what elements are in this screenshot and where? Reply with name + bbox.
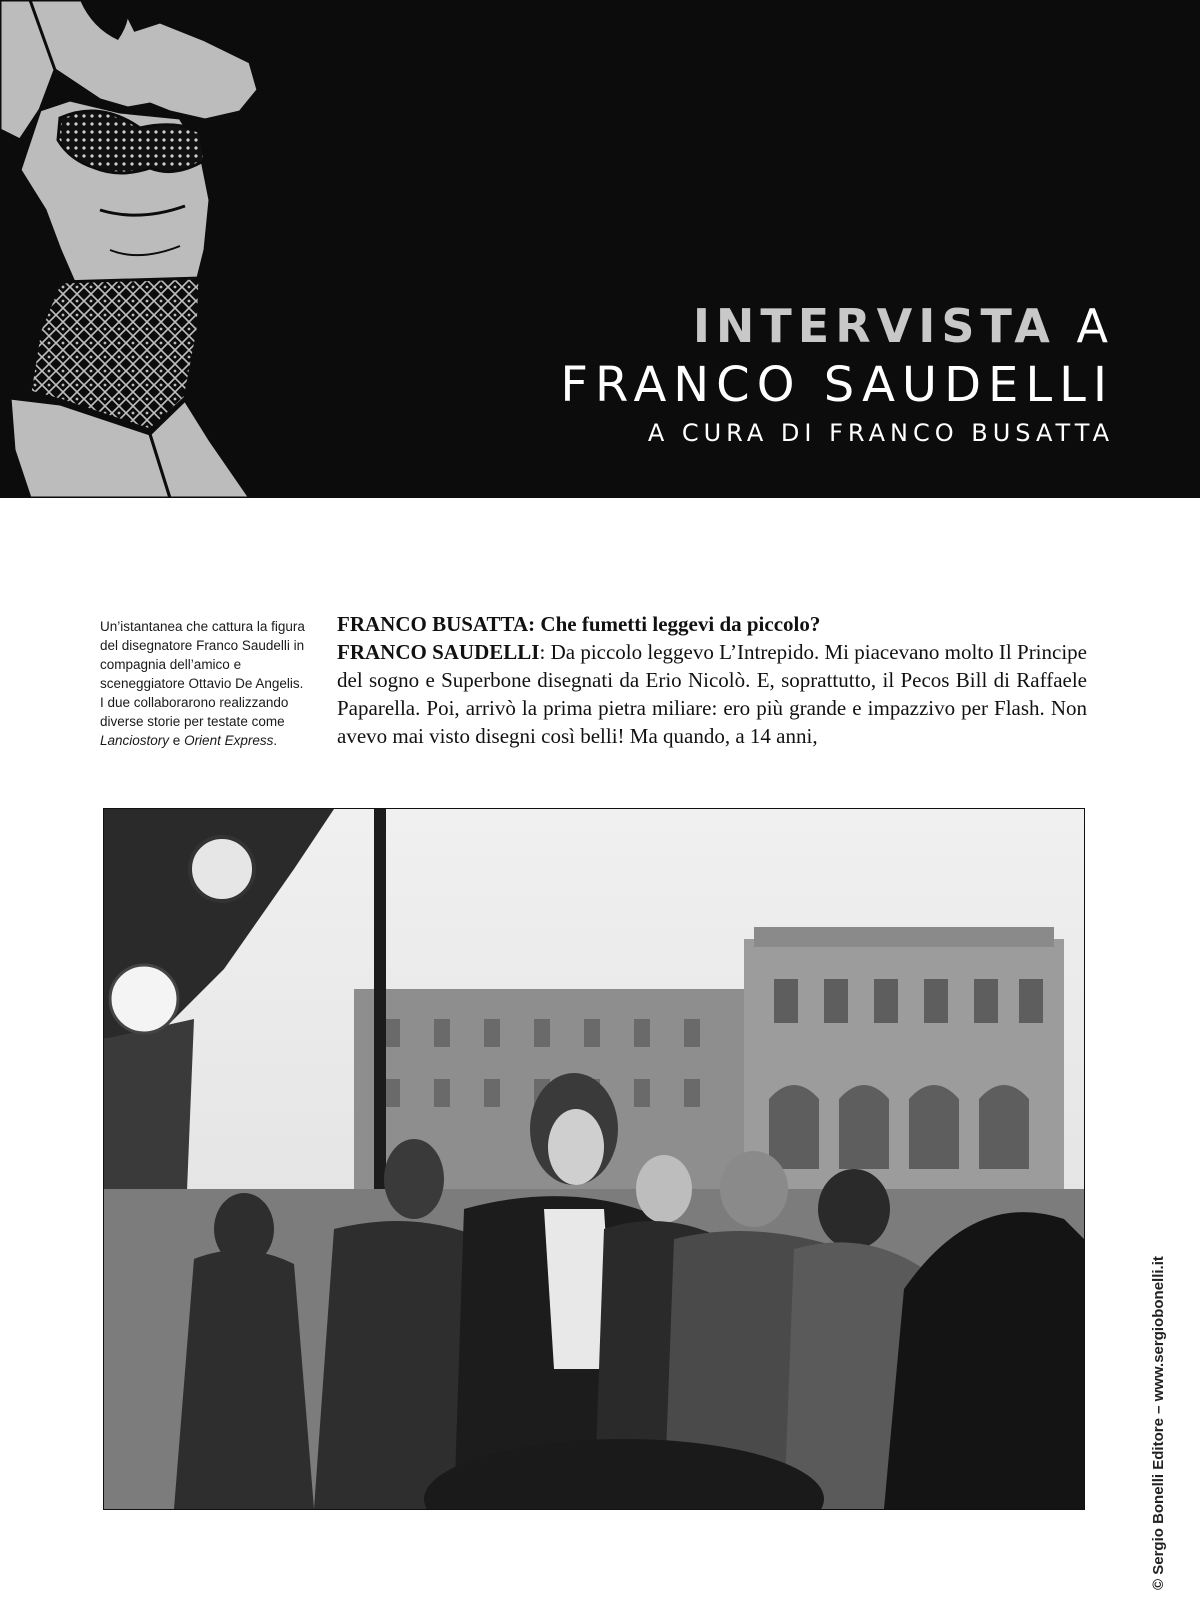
header-band <box>0 0 1200 498</box>
answer-text: : Da piccolo leggevo L’Intrepido. Mi piacevano molto Il Principe del sogno e Superbone disegnati da Erio Nicolò. E, soprattutto, il Pecos Bill di Raffaele Paparella. Poi, arrivò la prima pietra miliare: ero più grande e impazzivo per Flash. Non avevo mai visto disegni così belli! Ma quando, a 14 anni, <box>337 640 1087 748</box>
answer-speaker: FRANCO SAUDELLI <box>337 640 540 664</box>
caption-text-2: e <box>169 733 185 748</box>
photo-caption <box>100 617 305 750</box>
caption-title-lanciostory: Lanciostory <box>100 733 170 748</box>
caption-text-3: . <box>273 733 278 748</box>
question-speaker: FRANCO BUSATTA: <box>337 612 536 636</box>
street-photo-image <box>104 809 1084 1509</box>
interview-body <box>337 610 1087 750</box>
interview-question <box>337 610 1087 638</box>
comic-woman-illustration <box>0 0 280 498</box>
street-photo <box>103 808 1085 1510</box>
question-text: Che fumetti leggevi da piccolo? <box>540 612 821 636</box>
title-block <box>560 298 1114 450</box>
byline: A CURA DI FRANCO BUSATTA <box>647 419 1114 447</box>
caption-text-1: Un’istantanea che cattura la figura del disegnatore Franco Saudelli in compagnia dell’amico e sceneggiatore Ottavio De Angelis. I due collaborarono realizzando diverse storie per testate come <box>100 619 305 729</box>
caption-title-orient-express: Orient Express <box>184 733 274 748</box>
title-connector: A <box>1076 299 1114 353</box>
title-name: FRANCO SAUDELLI <box>560 357 1114 413</box>
title-strong: INTERVISTA <box>692 299 1056 353</box>
title-line-1 <box>560 298 1114 354</box>
copyright-credit: © Sergio Bonelli Editore – www.sergiobonelli.it <box>1150 1256 1167 1590</box>
interview-answer <box>337 638 1087 750</box>
